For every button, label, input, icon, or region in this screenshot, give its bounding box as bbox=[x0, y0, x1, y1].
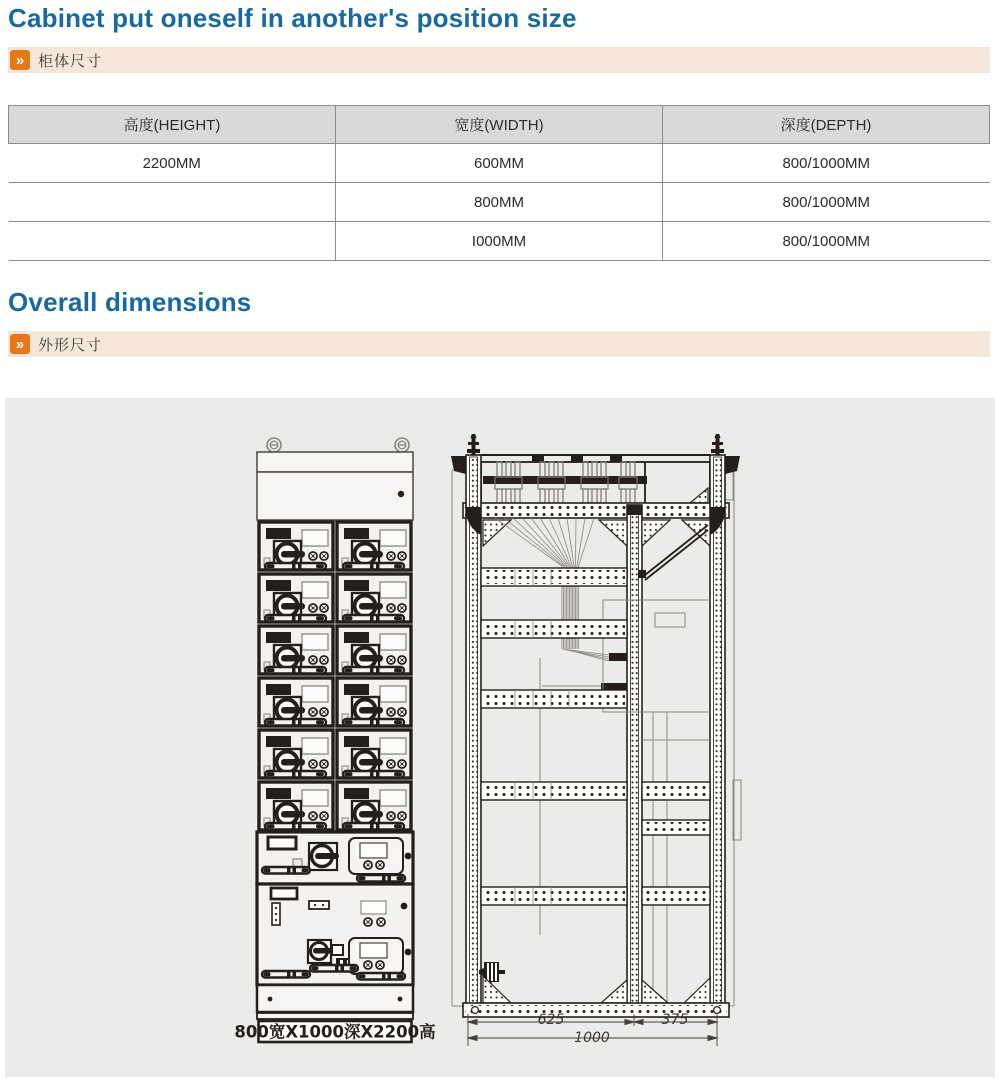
section-label-cabinet-size: 柜体尺寸 bbox=[38, 52, 103, 70]
top-rail bbox=[463, 503, 729, 518]
double-chevron-icon: » bbox=[10, 334, 30, 354]
header-height: 高度(HEIGHT) bbox=[9, 106, 336, 144]
section-bar-overall-dimensions bbox=[8, 331, 990, 357]
cell-height-1: 2200MM bbox=[9, 144, 336, 183]
page-title-overall-dimensions: Overall dimensions bbox=[8, 287, 252, 317]
double-chevron-icon: » bbox=[10, 50, 30, 70]
mounting-bars-left bbox=[481, 568, 627, 905]
cabinet-dimensions-table bbox=[8, 105, 990, 261]
drawing-panel bbox=[5, 398, 995, 1077]
cell-depth-1: 800/1000MM bbox=[663, 144, 990, 183]
cell-width-3: I000MM bbox=[336, 222, 663, 261]
header-width: 宽度(WIDTH) bbox=[336, 106, 663, 144]
front-size-label: 800宽X1000深X2200高 bbox=[234, 1022, 436, 1042]
page-title-cabinet-size: Cabinet put oneself in another's position size bbox=[8, 3, 577, 33]
overall-dimensions-drawing bbox=[5, 398, 995, 1077]
corner-brackets bbox=[483, 520, 710, 546]
top-cap bbox=[257, 452, 413, 472]
header-depth: 深度(DEPTH) bbox=[663, 106, 990, 144]
eyebolt-icon bbox=[395, 438, 409, 452]
mounting-bars-right bbox=[642, 782, 710, 905]
outer-frame-lines bbox=[452, 470, 741, 1006]
incomer-section bbox=[257, 884, 413, 985]
eyebolt-icon bbox=[267, 438, 281, 452]
table-row bbox=[9, 222, 990, 261]
dim-label-625: 625 bbox=[537, 1012, 565, 1028]
side-view-drawing bbox=[451, 434, 741, 1046]
table-row bbox=[9, 183, 990, 222]
frame-posts bbox=[466, 455, 725, 1008]
cell-depth-2: 800/1000MM bbox=[663, 183, 990, 222]
plinth bbox=[257, 985, 413, 1012]
top-panel bbox=[257, 472, 413, 520]
section-label-overall-dimensions: 外形尺寸 bbox=[38, 336, 103, 354]
cell-width-1: 600MM bbox=[336, 144, 663, 183]
dim-label-375: 375 bbox=[661, 1012, 689, 1028]
drawer-modules bbox=[259, 522, 411, 830]
cell-height-3 bbox=[9, 222, 336, 261]
cell-height-2 bbox=[9, 183, 336, 222]
table-header-row bbox=[9, 106, 990, 144]
wire-bundle bbox=[495, 518, 609, 661]
bottom-rail bbox=[463, 1003, 729, 1017]
cell-depth-3: 800/1000MM bbox=[663, 222, 990, 261]
busbar-compartment bbox=[481, 455, 710, 505]
feeder-unit-wide bbox=[257, 832, 413, 884]
bottom-gussets bbox=[483, 976, 710, 1003]
finial-bolt bbox=[711, 434, 724, 455]
section-bar-cabinet-size bbox=[8, 47, 990, 73]
finial-bolt bbox=[467, 434, 480, 455]
cell-width-2: 800MM bbox=[336, 183, 663, 222]
front-view-drawing bbox=[234, 438, 436, 1042]
table-row bbox=[9, 144, 990, 183]
dim-label-1000: 1000 bbox=[574, 1030, 610, 1046]
